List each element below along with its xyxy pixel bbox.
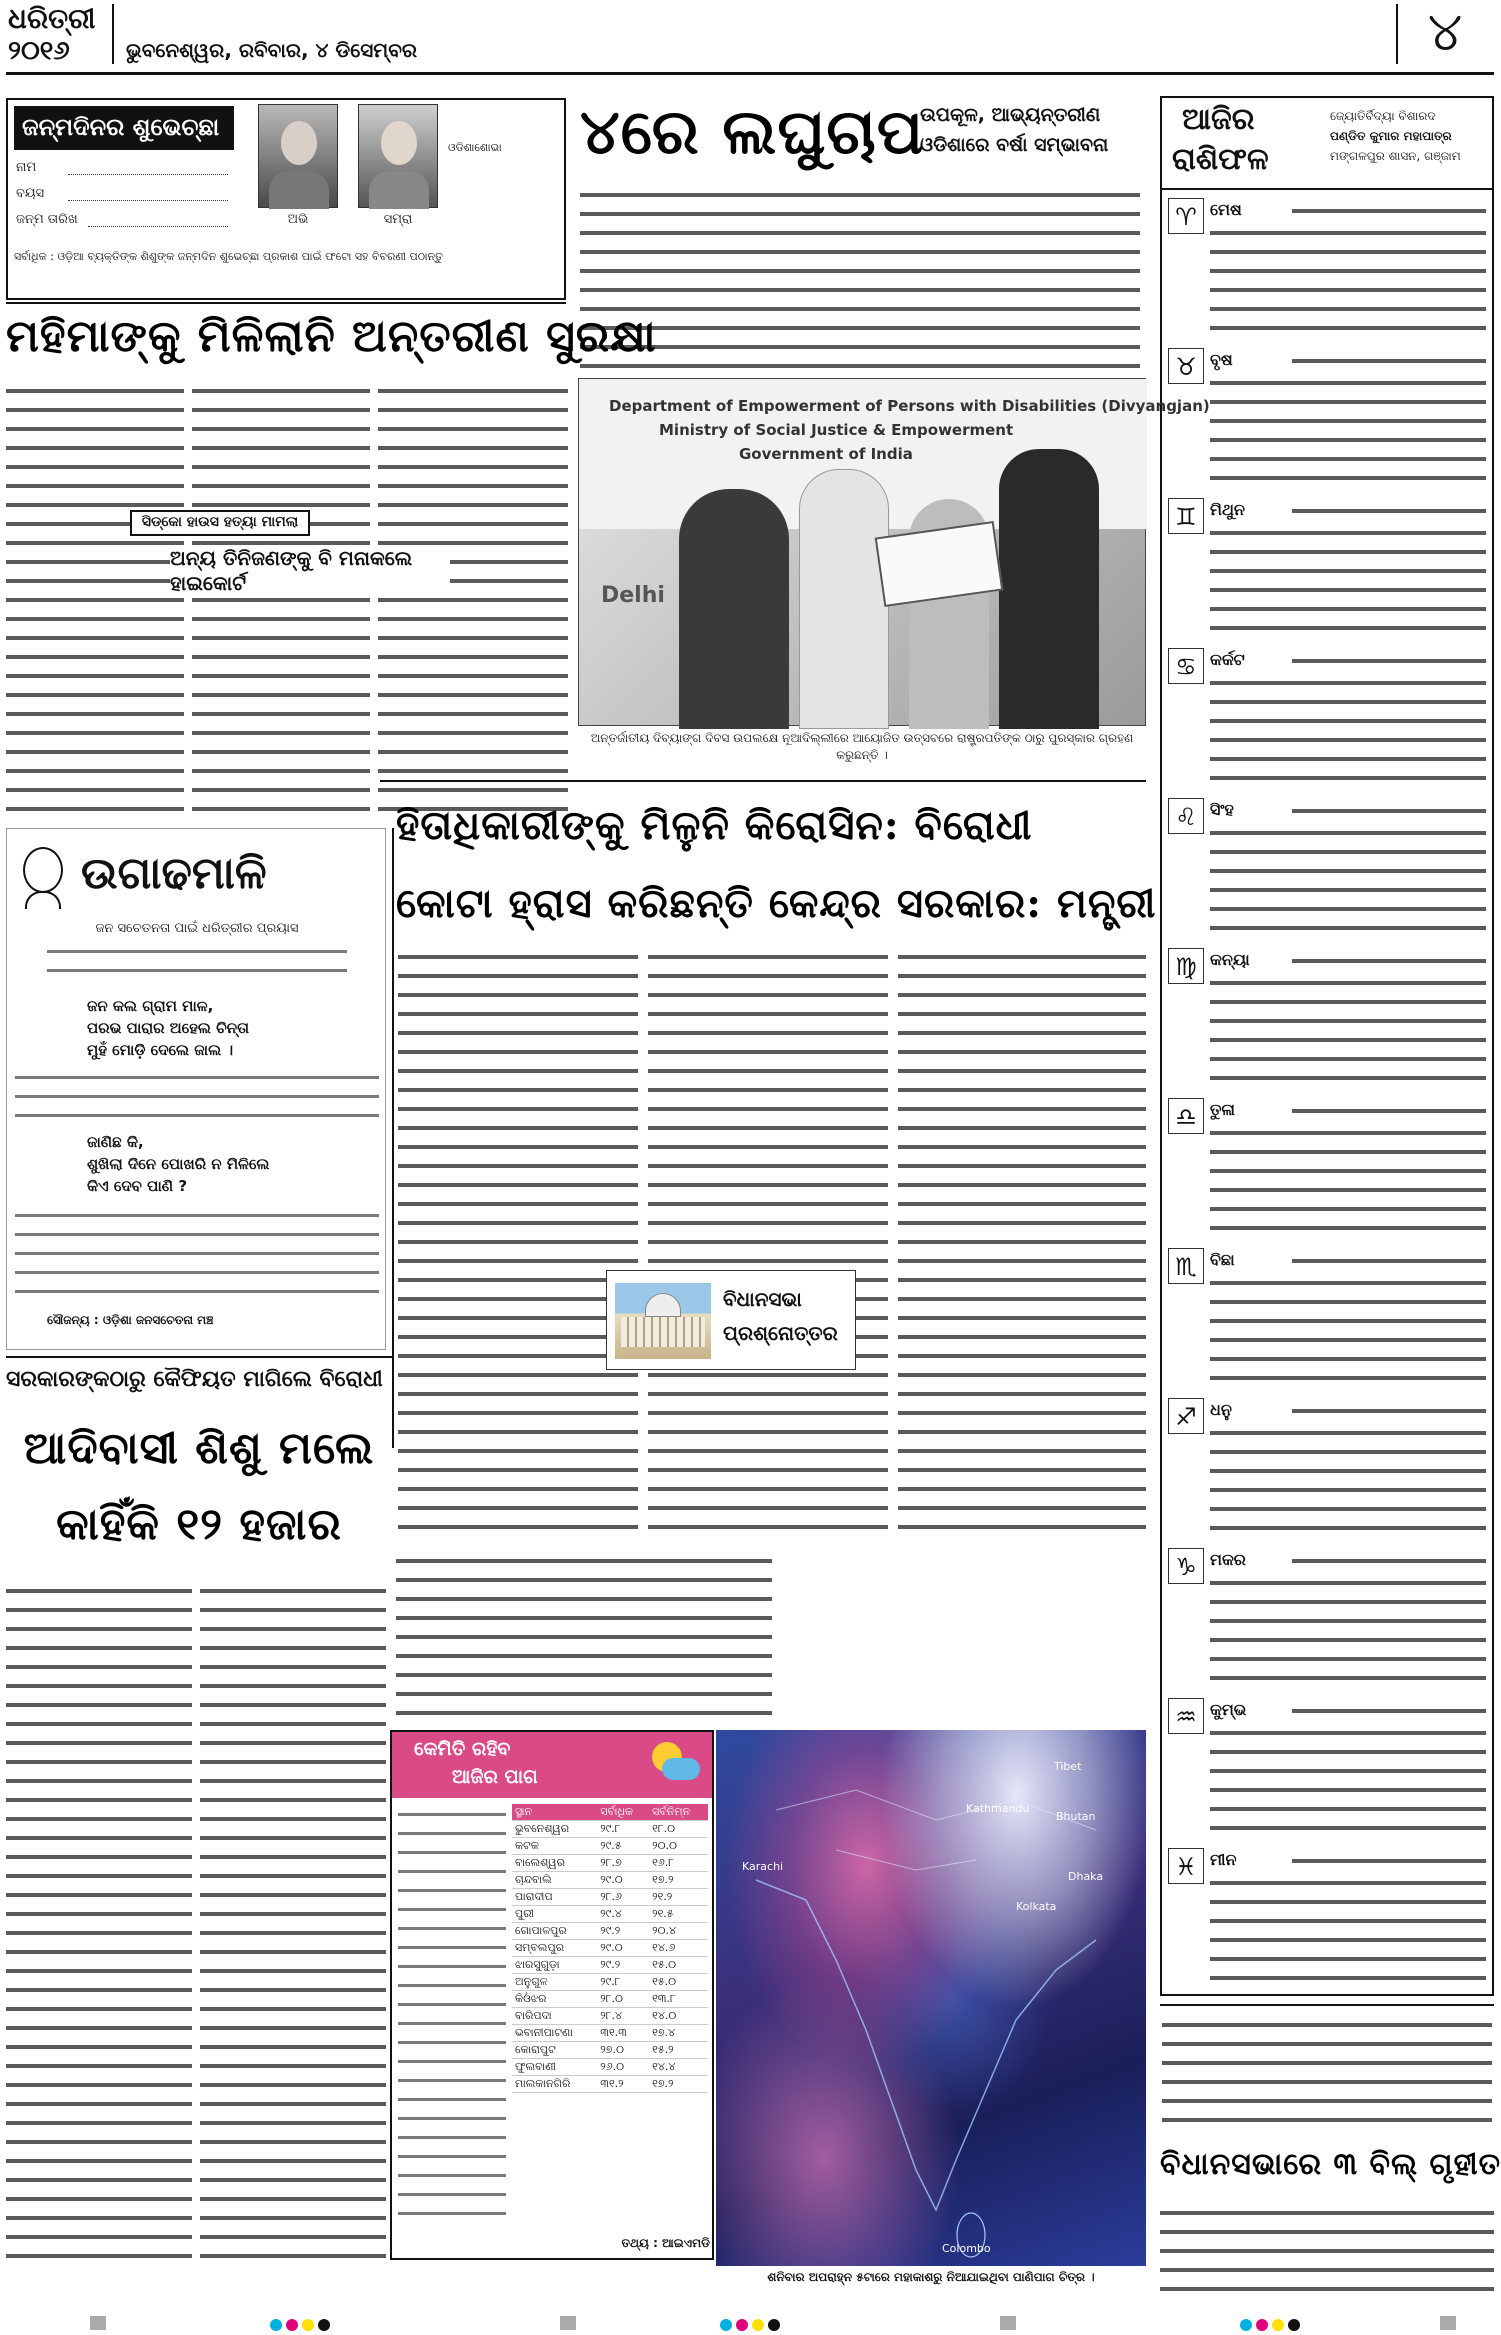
main-photo: [578, 378, 1210, 726]
yellow-dot: [1272, 2319, 1284, 2331]
weather-city: ସମ୍ବଲପୁର: [512, 1940, 597, 1957]
security-sub-headline: ଅନ୍ୟ ତିନିଜଣଙ୍କୁ ବି ମନାକଲେ ହାଇକୋର୍ଟ: [170, 546, 450, 596]
weather-max: ୨୯.୨: [597, 1957, 649, 1974]
ugadha-intro-text: [47, 941, 347, 981]
horoscope-text-first-line: [1292, 350, 1486, 370]
weather-city: ଭୁବନେଶ୍ୱର: [512, 1821, 597, 1838]
weather-max: ୨୯.୫: [597, 1838, 649, 1855]
birthday-box: [6, 98, 566, 300]
zodiac-sign-name: କର୍କଟ: [1210, 650, 1245, 669]
banner-text-1: Department of Empowerment of Persons with Disabilities (Divyangjan): [609, 397, 1210, 415]
map-label-colombo: Colombo: [942, 2242, 991, 2255]
magenta-dot: [1256, 2319, 1268, 2331]
zodiac-icon: ♑: [1168, 1548, 1204, 1584]
birthday-age-label: ବୟସ: [16, 186, 45, 201]
yellow-dot: [752, 2319, 764, 2331]
horoscope-text-first-line: [1292, 1700, 1486, 1720]
photo-bottom-rule: [380, 780, 1146, 782]
weather-table: [512, 1804, 708, 2093]
zodiac-icon: ♉: [1168, 348, 1204, 384]
security-body-col-1: [6, 380, 184, 820]
ugadha-title: ଉଗାଢମାଳି: [81, 848, 267, 899]
weather-row: [512, 1991, 708, 2008]
reg-grey-2: [560, 2316, 576, 2330]
horoscope-text-first-line: [1292, 650, 1486, 670]
page-number-divider: [1396, 4, 1398, 64]
reg-dots-1: [270, 2316, 350, 2330]
weather-city: ଝାରସୁଗୁଡ଼ା: [512, 1957, 597, 1974]
kerosene-sub-headline: କୋଟା ହ୍ରାସ କରିଛନ୍ତି କେନ୍ଦ୍ର ସରକାର: ମନ୍ତ୍ରୀ: [396, 880, 1157, 927]
lead-headline: ୪ରେ ଲଘୁଚାପ: [580, 95, 925, 168]
horoscope-sign-row: [1162, 1692, 1492, 1842]
banner-text-2: Ministry of Social Justice & Empowerment: [659, 421, 1014, 439]
zodiac-sign-name: ମିଥୁନ: [1210, 500, 1245, 519]
reg-dots-2: [720, 2316, 800, 2330]
building-body: [621, 1317, 705, 1347]
zodiac-sign-name: ମୀନ: [1210, 1850, 1237, 1869]
horoscope-sign-row: [1162, 1542, 1492, 1692]
satellite-image: [716, 1730, 1146, 2266]
weather-forecast-text: [398, 1804, 506, 2230]
weather-row: [512, 1957, 708, 1974]
weather-city: ଫୁଲବାଣୀ: [512, 2059, 597, 2076]
horoscope-column: [1160, 96, 1494, 1996]
weather-city: ଚାନ୍ଦବାଲି: [512, 1872, 597, 1889]
zodiac-icon: ♐: [1168, 1398, 1204, 1434]
weather-max: ୨୮.୦: [597, 1991, 649, 2008]
masthead-rule: [6, 72, 1494, 75]
horoscope-text-first-line: [1292, 1100, 1486, 1120]
weather-min: ୧୪.୪: [649, 2059, 708, 2076]
banner-word-delhi: Delhi: [601, 583, 665, 608]
horoscope-text: [1210, 522, 1486, 636]
kerosene-body-col-1: [398, 946, 638, 1542]
face-shape: [381, 121, 417, 165]
tribal-body-wide: [396, 1550, 772, 1720]
astrologer-1: ଜ୍ୟୋତିର୍ବିଦ୍ୟା ବିଶାରଦ: [1330, 109, 1436, 123]
horoscope-sign-row: [1162, 1842, 1492, 1992]
yellow-dot: [302, 2319, 314, 2331]
cartoon-face: [23, 847, 63, 893]
horoscope-title-2: ରାଶିଫଳ: [1172, 142, 1269, 177]
horoscope-sign-row: [1162, 1392, 1492, 1542]
birthday-age-line: [68, 200, 228, 201]
ugadha-poem-1: ଜନ କଲ ଗ୍ରାମ ମାଳ,: [87, 997, 214, 1015]
cloud-shape: [662, 1758, 700, 1780]
weather-row: [512, 1855, 708, 1872]
birthday-photo-2: [358, 104, 438, 208]
assembly-building-icon: [615, 1283, 711, 1359]
weather-min: ୧୩.୮: [649, 1991, 708, 2008]
bills-headline: ବିଧାନସଭାରେ ୩ ବିଲ୍ ଗୃହୀତ: [1160, 2147, 1501, 2182]
sign-list: [1162, 192, 1492, 1992]
weather-row: [512, 2059, 708, 2076]
weather-row: [512, 1838, 708, 1855]
reg-grey-1: [90, 2316, 106, 2330]
weather-max: ୨୯.୮: [597, 1821, 649, 1838]
astrologer-2: ପଣ୍ଡିତ କୁମାର ମହାପାତ୍ର: [1330, 129, 1452, 143]
bills-rule: [1160, 2004, 1494, 2006]
horoscope-sign-row: [1162, 492, 1492, 642]
weather-min: ୨୧.୫: [649, 1906, 708, 1923]
tribal-body-col-2: [200, 1580, 386, 2270]
photo-3-caption: ଓଡିଶାଶୋଭା: [448, 141, 502, 154]
zodiac-icon: ♈: [1168, 198, 1204, 234]
border-lines: [776, 1790, 1096, 1870]
weather-max: ୩୧.୩: [597, 2025, 649, 2042]
kerosene-body-col-2: [648, 946, 888, 1542]
horoscope-sign-row: [1162, 642, 1492, 792]
weather-min: ୧୭.୪: [649, 2025, 708, 2042]
ugadha-body-1: [15, 1067, 379, 1127]
weather-min: ୧୭.୨: [649, 2076, 708, 2093]
birthday-photo-1: [258, 104, 338, 208]
col-divider-1: [392, 828, 394, 1448]
col-max: ସର୍ବାଧିକ: [597, 1804, 649, 1821]
map-label-tibet: Tibet: [1054, 1760, 1082, 1773]
weather-row: [512, 1889, 708, 1906]
weather-source: ତଥ୍ୟ : ଆଇଏମଡି: [621, 2236, 710, 2250]
map-label-bhutan: Bhutan: [1056, 1810, 1096, 1823]
weather-city: ବାଲେଶ୍ୱର: [512, 1855, 597, 1872]
paper-name: ଧରିତ୍ରୀ: [8, 2, 96, 35]
weather-max: ୨୮.୪: [597, 2008, 649, 2025]
weather-max: ୩୧.୨: [597, 2076, 649, 2093]
tribal-body-col-1: [6, 1580, 192, 2270]
zodiac-sign-name: କନ୍ୟା: [1210, 950, 1250, 969]
zodiac-icon: ♋: [1168, 648, 1204, 684]
zodiac-sign-name: ମେଷ: [1210, 200, 1242, 219]
horoscope-text: [1210, 372, 1486, 486]
building-dome: [645, 1293, 681, 1317]
reg-grey-4: [1440, 2316, 1456, 2330]
zodiac-icon: ♌: [1168, 798, 1204, 834]
black-dot: [1288, 2319, 1300, 2331]
horoscope-text: [1210, 1722, 1486, 1836]
horoscope-text: [1210, 822, 1486, 936]
horoscope-text-first-line: [1292, 950, 1486, 970]
weather-row: [512, 1974, 708, 1991]
map-label-dhaka: Dhaka: [1068, 1870, 1104, 1883]
reg-grey-3: [1000, 2316, 1016, 2330]
zodiac-sign-name: ମକର: [1210, 1550, 1246, 1569]
horoscope-sign-row: [1162, 192, 1492, 342]
horoscope-notice-text: [1162, 2014, 1492, 2130]
weather-box: [390, 1730, 714, 2260]
security-headline: ମହିମାଙ୍କୁ ମିଳିଲାନି ଅନ୍ତରୀଣ ସୁରକ୍ଷା: [6, 311, 657, 362]
horoscope-header-rule: [1162, 188, 1492, 190]
horoscope-sign-row: [1162, 792, 1492, 942]
weather-row: [512, 2008, 708, 2025]
birthday-title: ଜନ୍ମଦିନର ଶୁଭେଚ୍ଛା: [14, 106, 234, 150]
horoscope-text-first-line: [1292, 800, 1486, 820]
weather-max: ୨୯.୦: [597, 1872, 649, 1889]
kerosene-body-col-3: [898, 946, 1146, 1542]
black-dot: [768, 2319, 780, 2331]
zodiac-sign-name: ବୃଷ: [1210, 350, 1233, 369]
horoscope-sign-row: [1162, 942, 1492, 1092]
horoscope-text: [1210, 1272, 1486, 1386]
body-shape: [369, 171, 429, 209]
weather-city: ଭବାନୀପାଟଣା: [512, 2025, 597, 2042]
horoscope-text-first-line: [1292, 500, 1486, 520]
weather-min: ୨୧.୨: [649, 1889, 708, 1906]
weather-city: ଅନୁଗୁଳ: [512, 1974, 597, 1991]
zodiac-sign-name: ବିଛା: [1210, 1250, 1235, 1269]
horoscope-text: [1210, 1422, 1486, 1536]
weather-city: ମାଲକାନଗିରି: [512, 2076, 597, 2093]
zodiac-icon: ♊: [1168, 498, 1204, 534]
ugadha-box: [6, 828, 386, 1350]
weather-city: ବାରିପଦା: [512, 2008, 597, 2025]
ugadha-poem-2: ପରଭ ପାରାର ଅହେଲ ଚିନ୍ତା: [87, 1019, 250, 1037]
bills-body-text: [1160, 2202, 1494, 2292]
person-right: [999, 449, 1099, 729]
zodiac-icon: ♎: [1168, 1098, 1204, 1134]
weather-city: ପାରାଦୀପ: [512, 1889, 597, 1906]
banner-text-3: Government of India: [739, 445, 913, 463]
horoscope-text: [1210, 972, 1486, 1086]
tribal-headline-1: ଆଦିବାସୀ ଶିଶୁ ମଲେ: [23, 1423, 375, 1474]
weather-city: କଟକ: [512, 1838, 597, 1855]
magenta-dot: [286, 2319, 298, 2331]
weather-max: ୨୭.୦: [597, 2042, 649, 2059]
weather-table-wrap: [512, 1804, 708, 2230]
weather-min: ୧୭.୨: [649, 1872, 708, 1889]
assembly-title-2: ପ୍ରଶ୍ନୋତ୍ତର: [723, 1321, 838, 1345]
cyan-dot: [270, 2319, 282, 2331]
col-min: ସର୍ବନିମ୍ନ: [649, 1804, 708, 1821]
india-coastline: [756, 1880, 1096, 2210]
zodiac-icon: ♏: [1168, 1248, 1204, 1284]
weather-row: [512, 2076, 708, 2093]
ugadha-credit: ସୌଜନ୍ୟ : ଓଡ଼ିଶା ଜନସଚେତନା ମଞ୍ଚ: [47, 1313, 214, 1327]
birthday-name-label: ନାମ: [16, 160, 37, 175]
weather-title-1: କେମିତି ରହିବ: [414, 1738, 511, 1760]
weather-min: ୧୬.୮: [649, 1855, 708, 1872]
weather-max: ୨୮.୭: [597, 1855, 649, 1872]
weather-min: ୧୫.୨: [649, 2042, 708, 2059]
zodiac-icon: ♓: [1168, 1848, 1204, 1884]
year: ୨୦୧୬: [8, 36, 70, 66]
ugadha-intro: ଜନ ସଚେତନତା ପାଇଁ ଧରିତ୍ରୀର ପ୍ରୟାସ: [95, 921, 299, 936]
ugadha-cartoon: [17, 843, 71, 909]
map-label-karachi: Karachi: [742, 1860, 784, 1873]
cyan-dot: [1240, 2319, 1252, 2331]
lead-sub-2: ଓଡିଶାରେ ବର୍ଷା ସମ୍ଭାବନା: [920, 134, 1109, 156]
masthead-divider: [112, 4, 114, 64]
horoscope-text-first-line: [1292, 1400, 1486, 1420]
cartoon-body: [25, 891, 61, 909]
weather-min: ୨୦.୦: [649, 1838, 708, 1855]
tribal-headline-2: କାହିଁକି ୧୨ ହଜାର: [56, 1499, 342, 1550]
person-center: [799, 469, 889, 729]
birthday-note: ସର୍ବାଧିକ : ଓଡ଼ିଆ ବ୍ୟକ୍ତିଙ୍କ ଶିଶୁଙ୍କ ଜନ୍ମଦିନ ଶୁଭେଚ୍ଛା ପ୍ରକାଶ ପାଇଁ ଫଟୋ ସହ ବିବରଣୀ ପଠାନ୍ତୁ: [14, 250, 444, 263]
person-left: [679, 489, 789, 729]
photo-1-caption: ଅଭି: [287, 212, 309, 227]
birthday-dob-line: [88, 226, 228, 227]
horoscope-sign-row: [1162, 1242, 1492, 1392]
horoscope-text-first-line: [1292, 1250, 1486, 1270]
horoscope-text: [1210, 222, 1486, 336]
weather-row: [512, 1940, 708, 1957]
weather-min: ୧୮.୦: [649, 1821, 708, 1838]
horoscope-sign-row: [1162, 1092, 1492, 1242]
satellite-caption: ଶନିବାର ଅପରାହ୍ନ ୫ଟାରେ ମହାକାଶରୁ ନିଆଯାଇଥିବା ପାଣିପାଗ ଚିତ୍ର ।: [767, 2270, 1095, 2284]
zodiac-icon: ♒: [1168, 1698, 1204, 1734]
zodiac-sign-name: ସିଂହ: [1210, 800, 1234, 819]
reg-dots-3: [1240, 2316, 1320, 2330]
horoscope-text-first-line: [1292, 1850, 1486, 1870]
ugadha-poem-3: ମୁହଁ ମୋଡ଼ି ଦେଲେ ଜାଲ ।: [87, 1041, 234, 1059]
birthday-dob-label: ଜନ୍ମ ତାରିଖ: [16, 212, 78, 227]
horoscope-text: [1210, 1572, 1486, 1686]
weather-max: ୨୯.୦: [597, 1940, 649, 1957]
horoscope-sign-row: [1162, 342, 1492, 492]
weather-max: ୨୯.୮: [597, 1974, 649, 1991]
weather-min: ୧୫.୦: [649, 1974, 708, 1991]
col-city: ସ୍ଥାନ: [512, 1804, 597, 1821]
ugadha-q-3: କିଏ ଦେବ ପାଣି ?: [87, 1177, 188, 1195]
photo-2-caption: ସମ୍ରା: [383, 212, 413, 227]
sun-cloud-icon: [648, 1740, 702, 1788]
weather-row: [512, 1872, 708, 1889]
weather-city: କୋରାପୁଟ: [512, 2042, 597, 2059]
zodiac-sign-name: ତୁଳା: [1210, 1100, 1235, 1119]
weather-row: [512, 2042, 708, 2059]
page-number: ୪: [1427, 0, 1463, 63]
zodiac-sign-name: କୁମ୍ଭ: [1210, 1700, 1247, 1719]
weather-row: [512, 1821, 708, 1838]
horoscope-title-1: ଆଜିର: [1182, 102, 1255, 137]
tribal-kicker: ସରକାରଙ୍କଠାରୁ କୈଫିୟତ ମାଗିଲେ ବିରୋଧୀ: [6, 1366, 383, 1392]
horoscope-text: [1210, 672, 1486, 786]
assembly-title-1: ବିଧାନସଭା: [723, 1287, 802, 1311]
photo-caption: ଅନ୍ତର୍ଜାତୀୟ ଦିବ୍ୟାଙ୍ଗ ଦିବସ ଉପଲକ୍ଷେ ନୂଆଦିଲ୍ଲୀରେ ଆୟୋଜିତ ଉତ୍ସବରେ ରାଷ୍ଟ୍ରପତିଙ୍କ ଠାରୁ ପୁରସ୍କାର ଗ୍ରହଣ କରୁଛନ୍ତି ।: [590, 731, 1134, 762]
kerosene-headline: ହିତାଧିକାରୀଙ୍କୁ ମିଳୁନି କିରୋସିନ: ବିରୋଧୀ: [396, 802, 1033, 849]
magenta-dot: [736, 2319, 748, 2331]
weather-row: [512, 1906, 708, 1923]
black-dot: [318, 2319, 330, 2331]
horoscope-text: [1210, 1122, 1486, 1236]
weather-row: [512, 2025, 708, 2042]
horoscope-text-first-line: [1292, 1550, 1486, 1570]
weather-max: ୨୯.୪: [597, 1906, 649, 1923]
registration-bar: [0, 2310, 1500, 2335]
dateline: ଭୁବନେଶ୍ୱର, ରବିବାର, ୪ ଡିସେମ୍ବର: [126, 38, 418, 62]
birthday-name-line: [68, 174, 228, 175]
horoscope-text: [1210, 1872, 1486, 1986]
weather-row: [512, 1923, 708, 1940]
weather-max: ୨୯.୨: [597, 1923, 649, 1940]
weather-city: କିଓଁଝର: [512, 1991, 597, 2008]
weather-min: ୧୪.୬: [649, 1940, 708, 1957]
lead-sub-1: ଉପକୂଳ, ଆଭ୍ୟନ୍ତରୀଣ: [920, 104, 1101, 126]
ugadha-q-1: ଜାଣିଛ କି,: [87, 1133, 144, 1151]
weather-min: ୨୦.୪: [649, 1923, 708, 1940]
security-body-col-2: [192, 380, 370, 820]
weather-max: ୨୮.୬: [597, 1889, 649, 1906]
weather-city: ପୁରୀ: [512, 1906, 597, 1923]
ugadha-body-2: [15, 1205, 379, 1305]
zodiac-icon: ♍: [1168, 948, 1204, 984]
security-body-col-3: [378, 380, 568, 820]
map-label-kolkata: Kolkata: [1016, 1900, 1057, 1913]
astrologer-3: ମଙ୍ଗଳପୁର ଶାସନ, ଗଞ୍ଜାମ: [1330, 149, 1461, 163]
weather-min: ୧୫.୦: [649, 1957, 708, 1974]
tribal-rule: [6, 1356, 392, 1358]
body-shape: [269, 171, 329, 209]
security-tag: ସିଡ୍‌କୋ ହାଉସ ହତ୍ୟା ମାମଲା: [130, 510, 310, 536]
map-label-kathmandu: Kathmandu: [966, 1802, 1030, 1815]
assembly-qa-box: [606, 1270, 856, 1370]
masthead: [0, 0, 1500, 72]
horoscope-text-first-line: [1292, 200, 1486, 220]
weather-title-2: ଆଜିର ପାଗ: [452, 1766, 538, 1788]
zodiac-sign-name: ଧନୁ: [1210, 1400, 1232, 1419]
weather-city: ଗୋପାଳପୁର: [512, 1923, 597, 1940]
weather-min: ୧୪.୦: [649, 2008, 708, 2025]
ugadha-q-2: ଶୁଖିଲା ଦିନେ ପୋଖରି ନ ମିଳିଲେ: [87, 1155, 270, 1173]
face-shape: [281, 121, 317, 165]
cyan-dot: [720, 2319, 732, 2331]
weather-max: ୨୬.୦: [597, 2059, 649, 2076]
